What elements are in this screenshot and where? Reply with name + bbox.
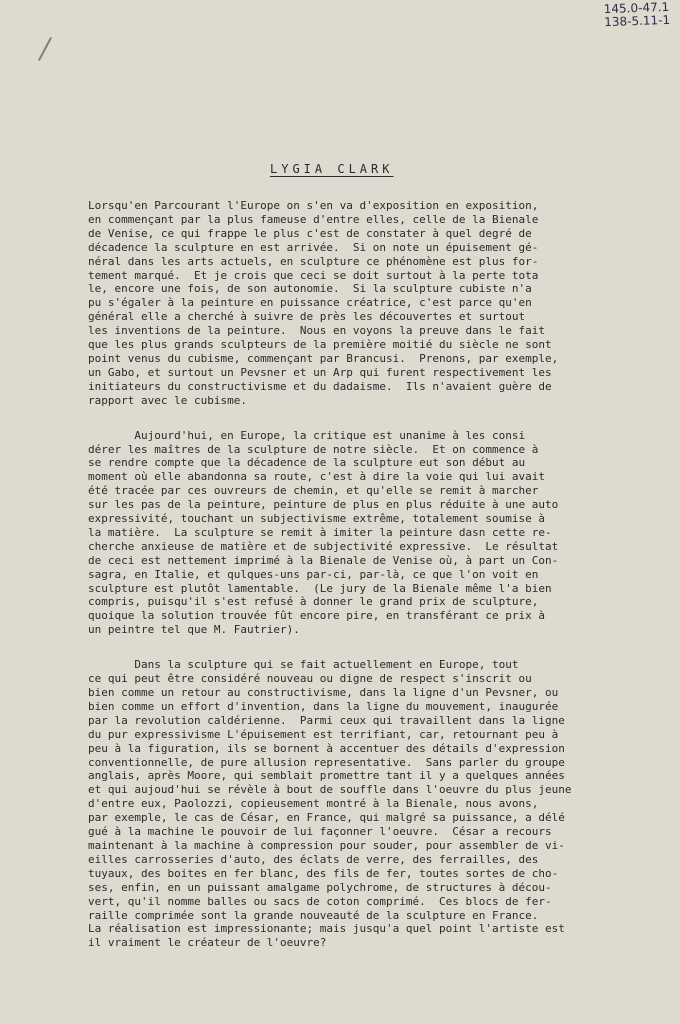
- text-line: un Gabo, et surtout un Pevsner et un Arp qui furent respectivement les: [88, 365, 552, 379]
- text-line: point venus du cubisme, commençant par Brancusi. Prenons, par exemple,: [88, 351, 559, 365]
- text-line: Aujourd'hui, en Europe, la critique est unanime à les consi: [88, 428, 526, 442]
- text-line: se rendre compte que la décadence de la sculpture eut son début au: [88, 456, 526, 470]
- text-line: initiateurs du constructivisme et du dadaisme. Ils n'avaient guère de: [88, 379, 552, 393]
- text-line: sculpture est plutôt lamentable. (Le jury de la Bienale même l'a bien: [88, 581, 552, 595]
- text-line: d'entre eux, Paolozzi, copieusement montré à la Bienale, nous avons,: [88, 797, 539, 811]
- text-line: néral dans les arts actuels, en sculpture ce phénomène est plus for-: [88, 254, 539, 268]
- text-line: du pur expressivisme L'épuisement est terrifiant, car, retournant peu à: [88, 727, 559, 741]
- text-line: conventionnelle, de pure allusion representative. Sans parler du groupe: [88, 755, 565, 769]
- text-line: cherche anxieuse de matière et de subjectivité expressive. Le résultat: [88, 539, 559, 553]
- text-line: maintenant à la machine à compression pour souder, pour assembler de vi-: [88, 838, 565, 852]
- text-line: par la revolution caldérienne. Parmi ceux qui travaillent dans la ligne: [88, 713, 565, 727]
- text-line: la matière. La sculpture se remit à imiter la peinture dasn cette re-: [88, 525, 552, 539]
- text-line: général elle a cherché à suivre de près les découvertes et surtout: [88, 310, 526, 324]
- reference-line-2: 138-5.11-1: [604, 12, 671, 30]
- text-line: raille comprimée sont la grande nouveauté de la sculpture en France.: [88, 908, 539, 922]
- text-line: de ceci est nettement imprimé à la Bienale de Venise où, à part un Con-: [88, 553, 559, 567]
- text-line: bien comme un effort d'invention, dans la ligne du mouvement, inaugurée: [88, 699, 559, 713]
- text-line: et qui aujoud'hui se révèle à bout de souffle dans l'oeuvre du plus jeune: [88, 783, 572, 797]
- text-line: vert, qu'il nomme balles ou sacs de coton comprimé. Ces blocs de fer-: [88, 894, 552, 908]
- text-line: ce qui peut être considéré nouveau ou digne de respect s'inscrit ou: [88, 672, 532, 686]
- text-line: gué à la machine le pouvoir de lui façonner l'oeuvre. César a recours: [88, 825, 552, 839]
- text-line: anglais, après Moore, qui semblait promettre tant il y a quelques années: [88, 769, 565, 783]
- text-line: rapport avec le cubisme.: [88, 393, 247, 407]
- text-line: tuyaux, des boites en fer blanc, des fils de fer, toutes sortes de cho-: [88, 866, 559, 880]
- text-line: de Venise, ce qui frappe le plus c'est de constater à quel degré de: [88, 226, 532, 240]
- text-line: eilles carrosseries d'auto, des éclats de verre, des ferrailles, des: [88, 852, 539, 866]
- text-line: Dans la sculpture qui se fait actuellement en Europe, tout: [88, 658, 519, 672]
- paragraph-1: [88, 199, 648, 408]
- text-line: tement marqué. Et je crois que ceci se doit surtout à la perte tota: [88, 268, 539, 282]
- margin-pencil-mark: [38, 37, 52, 61]
- text-line: il vraiment le créateur de l'oeuvre?: [88, 936, 327, 950]
- text-line: été tracée par ces ouvreurs de chemin, et qu'elle se remit à marcher: [88, 484, 539, 498]
- text-line: Lorsqu'en Parcourant l'Europe on s'en va d'exposition en exposition,: [88, 199, 539, 212]
- text-line: bien comme un retour au constructivisme, dans la ligne d'un Pevsner, ou: [88, 686, 559, 699]
- document-title: LYGIA CLARK: [270, 162, 394, 176]
- text-line: par exemple, le cas de César, en France, qui malgré sa puissance, a délé: [88, 811, 565, 825]
- text-line: peu à la figuration, ils se bornent à accentuer des détails d'expression: [88, 741, 565, 755]
- text-line: expressivité, touchant un subjectivisme extrême, totalement soumise à: [88, 512, 545, 526]
- paragraph-3: [88, 658, 648, 950]
- text-line: pu s'égaler à la peinture en puissance créatrice, c'est parce qu'en: [88, 296, 532, 310]
- text-line: La réalisation est impressionante; mais jusqu'a quel point l'artiste est: [88, 922, 565, 936]
- paragraph-2: [88, 429, 648, 638]
- text-line: que les plus grands sculpteurs de la première moitié du siècle ne sont: [88, 338, 552, 352]
- document-body: [88, 199, 648, 971]
- reference-line-1: 145.0-47.1: [603, 0, 670, 17]
- text-line: le, encore une fois, de son autonomie. Si la sculpture cubiste n'a: [88, 282, 532, 296]
- reference-number: [604, 1, 671, 29]
- text-line: décadence la sculpture en est arrivée. Si on note un épuisement gé-: [88, 240, 539, 254]
- text-line: ses, enfin, en un puissant amalgame polychrome, de structures à décou-: [88, 880, 552, 894]
- text-line: quoique la solution trouvée fût encore pire, en transférant ce prix à: [88, 609, 545, 623]
- text-line: un peintre tel que M. Fautrier).: [88, 623, 300, 637]
- text-line: en commençant par la plus fameuse d'entre elles, celle de la Bienale: [88, 212, 539, 226]
- text-line: sagra, en Italie, et qulques-uns par-ci, par-là, ce que l'on voit en: [88, 567, 539, 581]
- text-line: les inventions de la peinture. Nous en voyons la preuve dans le fait: [88, 324, 545, 338]
- text-line: sur les pas de la peinture, peinture de plus en plus réduite à une auto: [88, 498, 559, 512]
- text-line: dérer les maîtres de la sculpture de notre siècle. Et on commence à: [88, 442, 539, 456]
- text-line: compris, puisqu'il s'est refusé à donner le grand prix de sculpture,: [88, 595, 539, 609]
- text-line: moment où elle abandonna sa route, c'est à dire la voie qui lui avait: [88, 470, 545, 484]
